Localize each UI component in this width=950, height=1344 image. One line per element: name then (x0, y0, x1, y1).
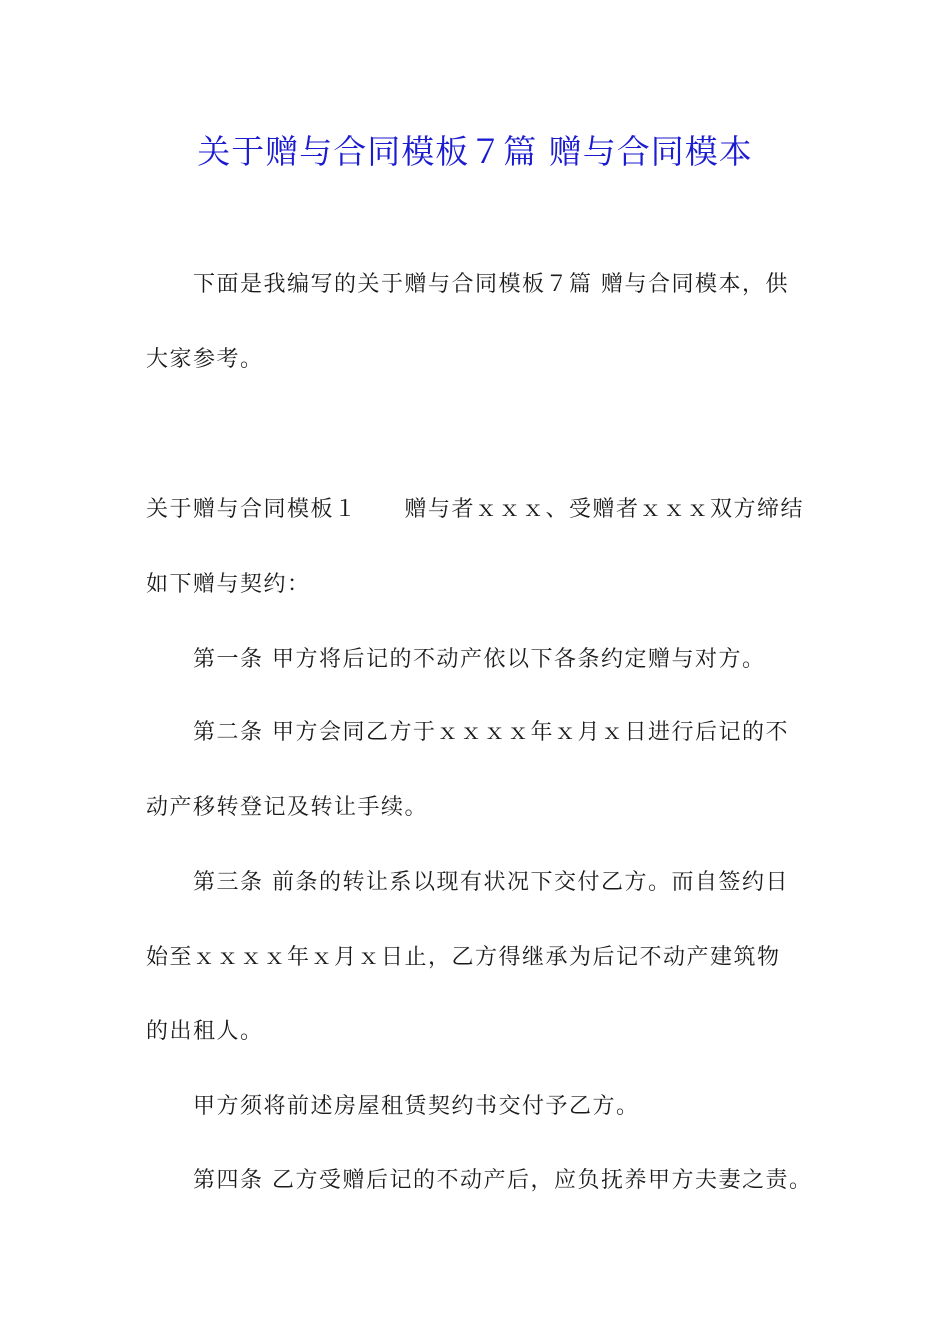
article-2-line-2: 动产移转登记及转让手续。 (146, 795, 429, 820)
article-1: 第一条 甲方将后记的不动产依以下各条约定赠与对方。 (193, 647, 766, 672)
intro-line-2: 大家参考。 (146, 347, 264, 372)
intro-line-1: 下面是我编写的关于赠与合同模板７篇 赠与合同模本，供 (193, 272, 789, 297)
article-3-extra: 甲方须将前述房屋租赁契约书交付予乙方。 (193, 1094, 640, 1119)
article-3-line-2: 始至ｘｘｘｘ年ｘ月ｘ日止，乙方得继承为后记不动产建筑物 (146, 945, 781, 970)
article-3-line-1: 第三条 前条的转让系以现有状况下交付乙方。而自签约日 (193, 870, 789, 895)
article-2-line-1: 第二条 甲方会同乙方于ｘｘｘｘ年ｘ月ｘ日进行后记的不 (193, 720, 789, 745)
section-heading-line-2: 如下赠与契约： (146, 572, 311, 597)
section-heading-line-1: 关于赠与合同模板１ 赠与者ｘｘｘ、受赠者ｘｘｘ双方缔结 (146, 497, 805, 522)
article-3-line-3: 的出租人。 (146, 1019, 264, 1044)
article-4: 第四条 乙方受赠后记的不动产后，应负抚养甲方夫妻之责。 (193, 1168, 813, 1193)
document-title: 关于赠与合同模板７篇 赠与合同模本 (197, 132, 753, 171)
